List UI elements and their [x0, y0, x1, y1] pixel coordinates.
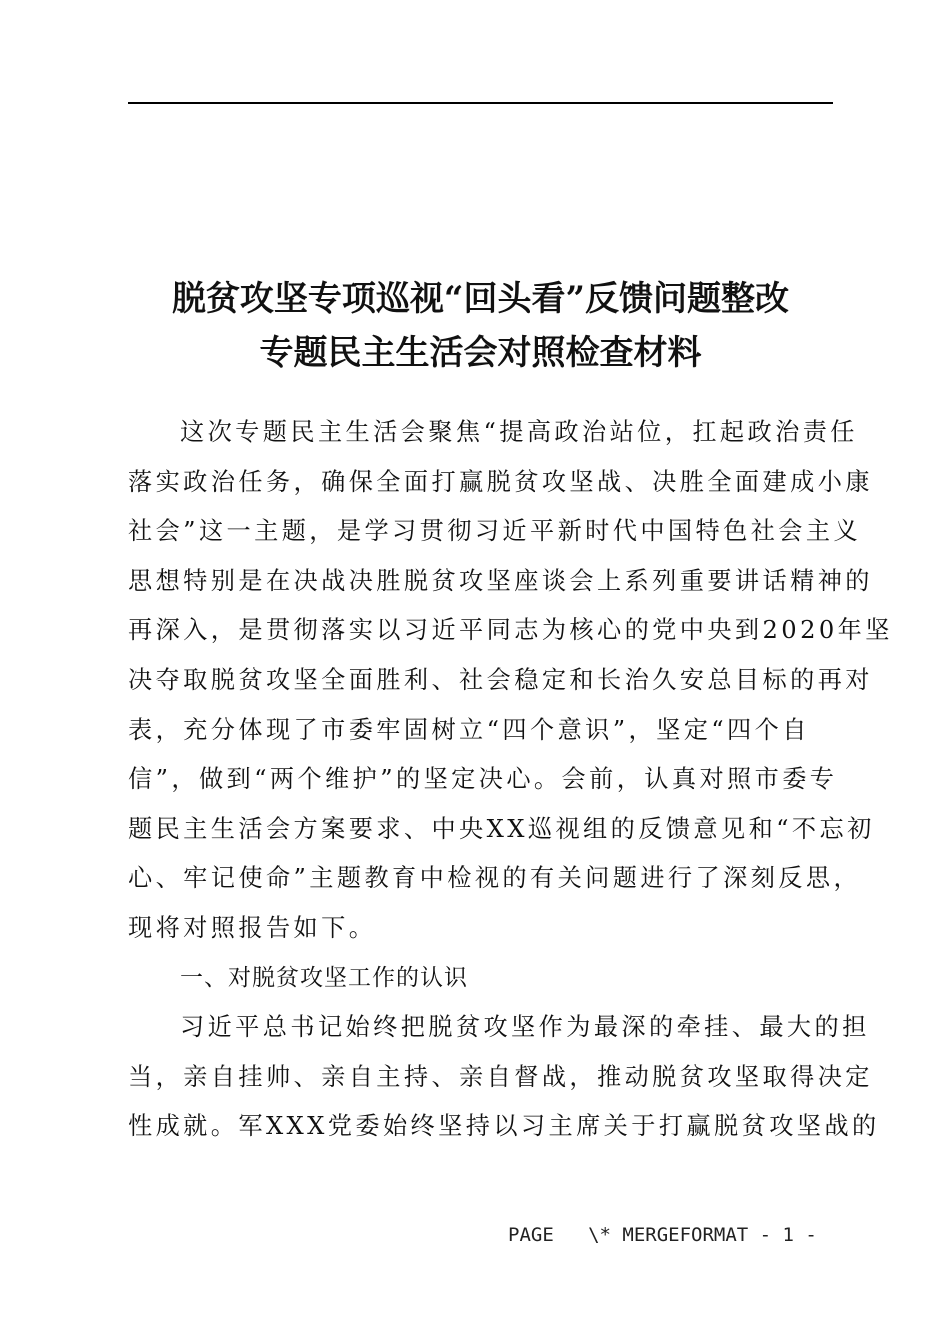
paragraph-line: 落实政治任务，确保全面打赢脱贫攻坚战、决胜全面建成小康	[128, 467, 873, 496]
paragraph-line: 这次专题民主生活会聚焦“提高政治站位，扛起政治责任	[180, 418, 858, 446]
paragraph-line: 性成就。军XXX党委始终坚持以习主席关于打赢脱贫攻坚战的	[128, 1112, 880, 1141]
paragraph-line: 信”，做到“两个维护”的坚定决心。会前，认真对照市委专	[128, 765, 838, 794]
title-line-1: 脱贫攻坚专项巡视“回头看”反馈问题整改	[171, 279, 790, 319]
paragraph-line: 思想特别是在决战决胜脱贫攻坚座谈会上系列重要讲话精神的	[128, 566, 873, 595]
paragraph-line: 再深入，是贯彻落实以习近平同志为核心的党中央到2020年坚	[128, 616, 893, 645]
document-body	[128, 408, 893, 1152]
page-footer: PAGE \* MERGEFORMAT - 1 -	[508, 1224, 817, 1246]
paragraph-line: 决夺取脱贫攻坚全面胜利、社会稳定和长治久安总目标的再对	[128, 665, 873, 694]
header-rule	[128, 102, 833, 104]
title-line-2: 专题民主生活会对照检查材料	[259, 333, 702, 373]
paragraph-line: 题民主生活会方案要求、中央XX巡视组的反馈意见和“不忘初	[128, 814, 875, 843]
paragraph-line: 社会”这一主题，是学习贯彻习近平新时代中国特色社会主义	[128, 517, 862, 546]
paragraph-line: 现将对照报告如下。	[128, 913, 377, 942]
paragraph-line: 习近平总书记始终把脱贫攻坚作为最深的牵挂、最大的担	[180, 1013, 870, 1042]
document-title	[128, 272, 833, 380]
paragraph-line: 表，充分体现了市委牢固树立“四个意识”，坚定“四个自	[128, 715, 810, 744]
paragraph-line: 当，亲自挂帅、亲自主持、亲自督战，推动脱贫攻坚取得决定	[128, 1062, 873, 1091]
paragraph-line: 心、牢记使命”主题教育中检视的有关问题进行了深刻反思，	[128, 864, 862, 893]
section-heading: 一、对脱贫攻坚工作的认识	[180, 964, 468, 991]
